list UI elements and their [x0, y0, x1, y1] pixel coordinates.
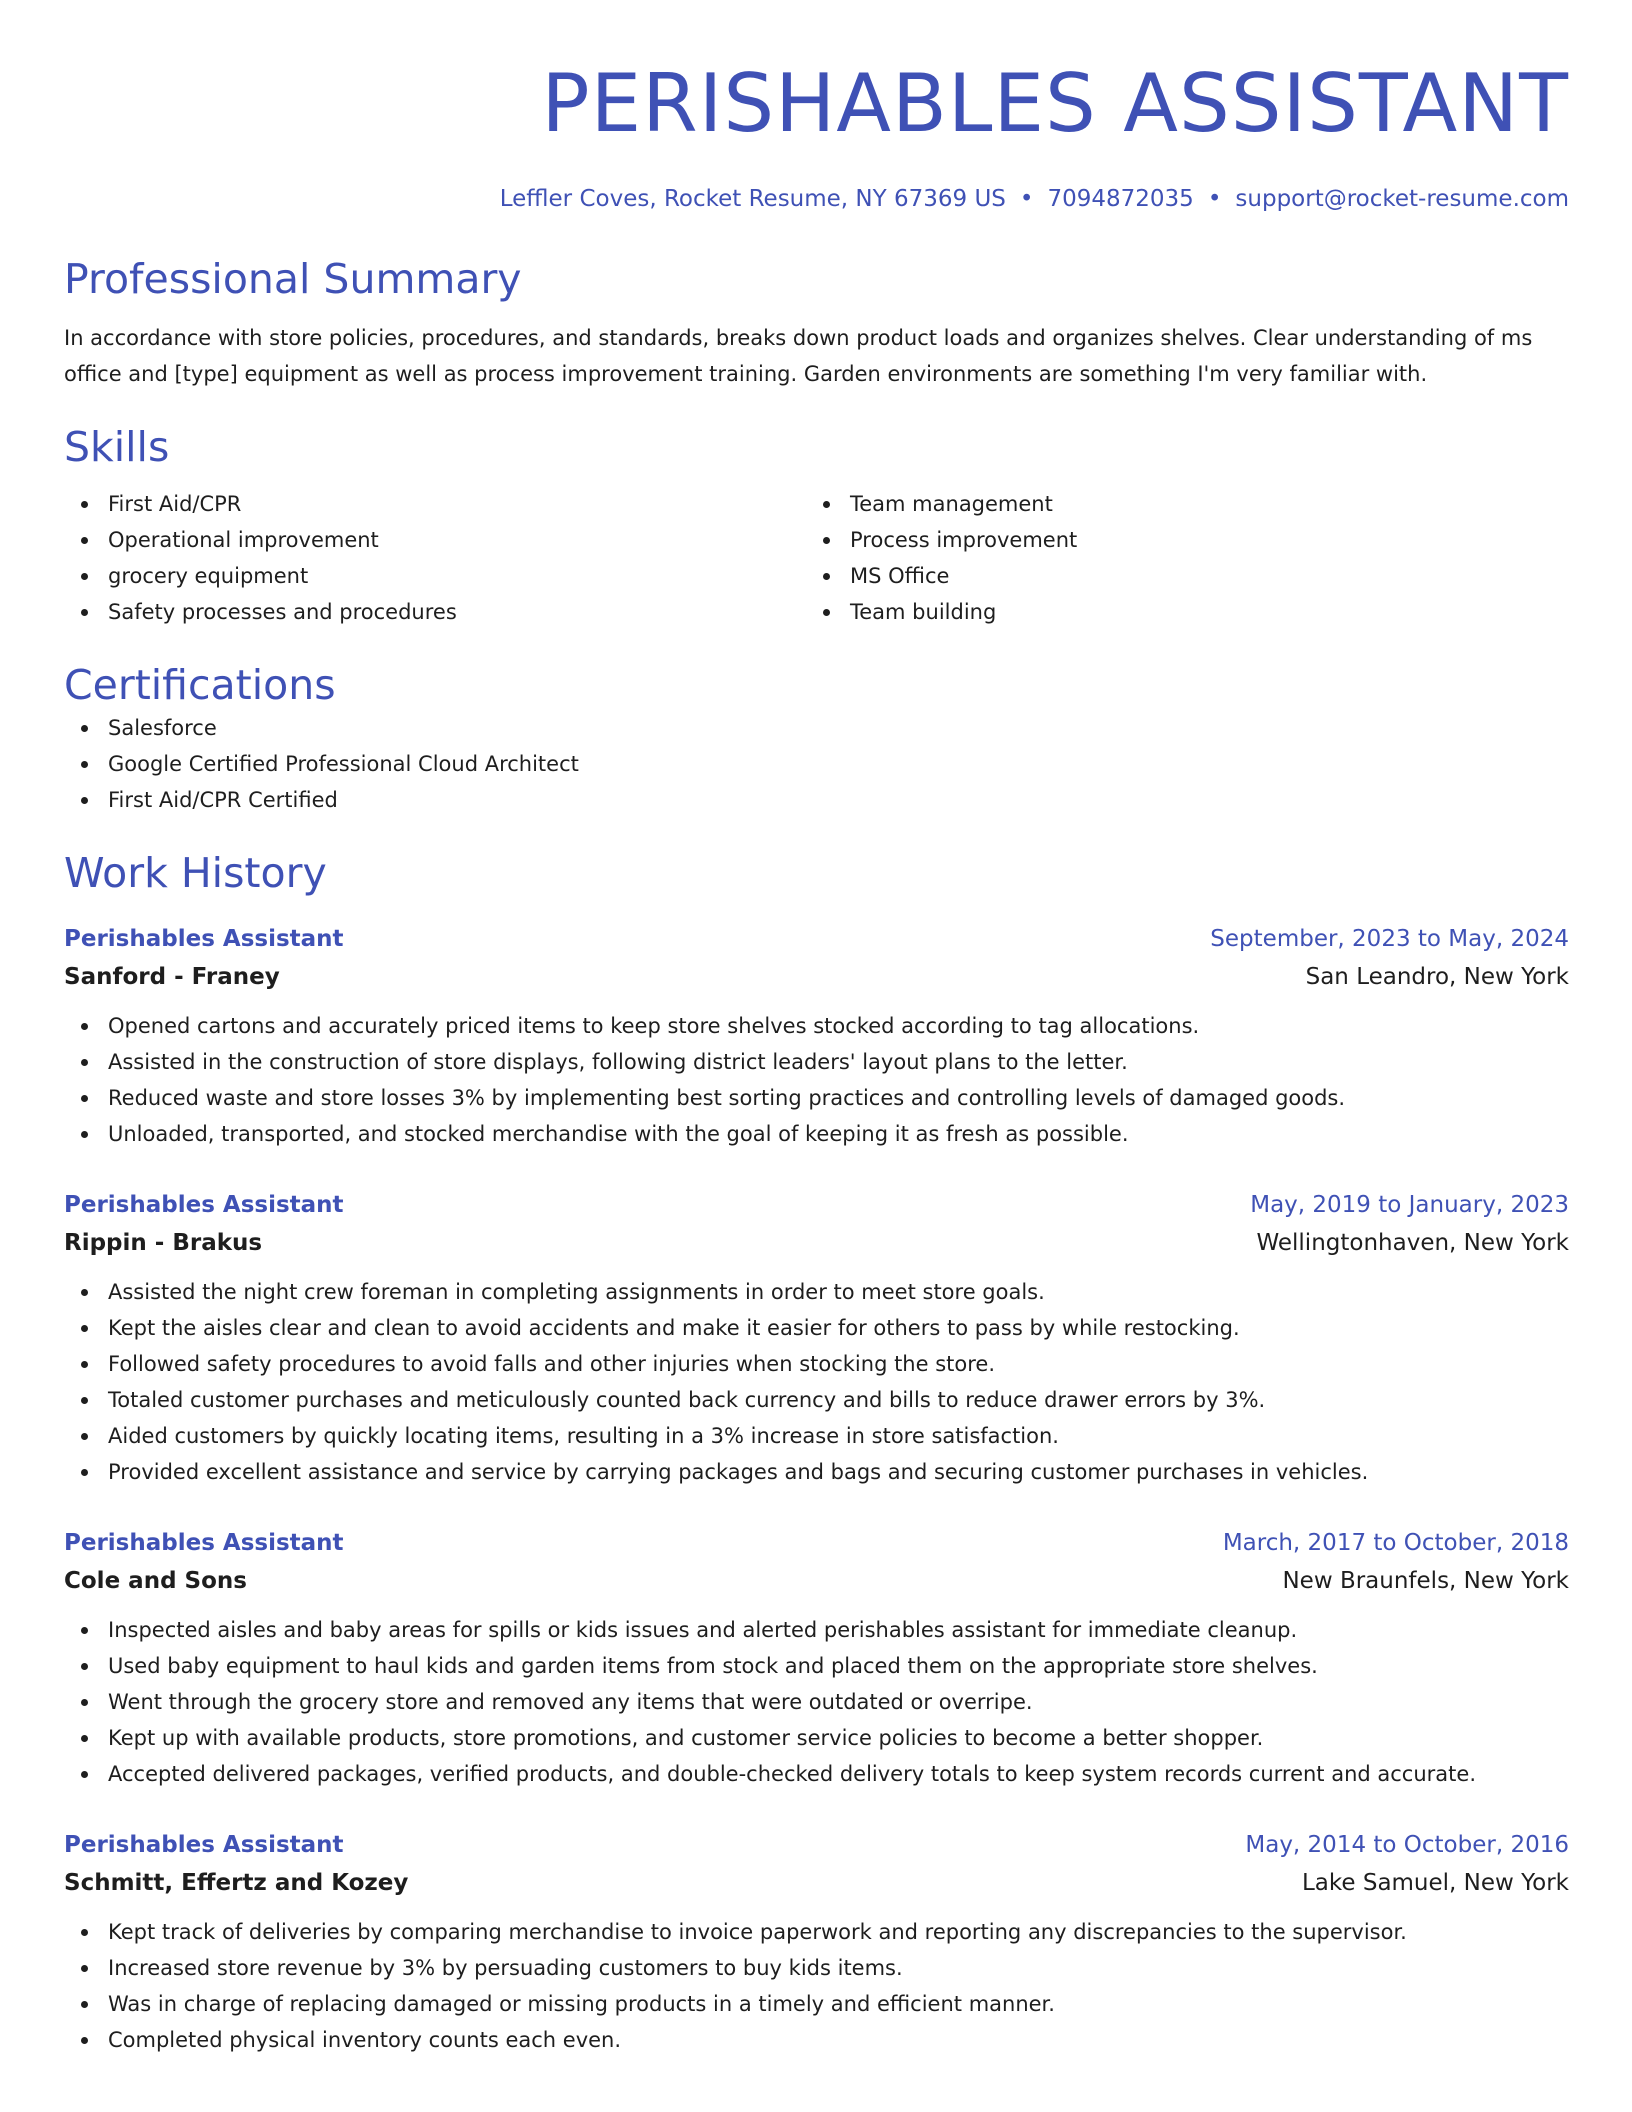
- job-location: Lake Samuel, New York: [1301, 1870, 1569, 1896]
- job-bullet: Accepted delivered packages, verified products, and double-checked delivery totals to keep system records current and accurate.: [64, 1756, 1569, 1792]
- job-entry: [64, 920, 1569, 1152]
- job-company-row: [64, 1864, 1569, 1902]
- job-bullet: Reduced waste and store losses 3% by implementing best sorting practices and controlling levels of damaged goods.: [64, 1080, 1569, 1116]
- skills-right-list: [806, 486, 1548, 630]
- job-title: Perishables Assistant: [64, 1192, 344, 1218]
- skill-item: Process improvement: [806, 522, 1548, 558]
- contact-line: [64, 184, 1569, 214]
- skill-item: Team building: [806, 594, 1548, 630]
- job-location: Wellingtonhaven, New York: [1256, 1230, 1569, 1256]
- certification-item: First Aid/CPR Certified: [64, 782, 1569, 818]
- skill-item: First Aid/CPR: [64, 486, 806, 522]
- job-bullet: Inspected aisles and baby areas for spills or kids issues and alerted perishables assistant for immediate cleanup.: [64, 1612, 1569, 1648]
- job-dates: September, 2023 to May, 2024: [1210, 926, 1569, 952]
- job-company-row: [64, 1562, 1569, 1600]
- certification-item: Salesforce: [64, 710, 1569, 746]
- skill-item: Operational improvement: [64, 522, 806, 558]
- job-bullet: Opened cartons and accurately priced items to keep store shelves stocked according to tag allocations.: [64, 1008, 1569, 1044]
- contact-address: Leffler Coves, Rocket Resume, NY 67369 US: [499, 186, 1006, 212]
- work-history-heading: Work History: [64, 849, 327, 897]
- contact-phone: 7094872035: [1047, 186, 1194, 212]
- skill-item: MS Office: [806, 558, 1548, 594]
- job-bullets: [64, 1612, 1569, 1792]
- certification-item: Google Certified Professional Cloud Architect: [64, 746, 1569, 782]
- job-location: San Leandro, New York: [1305, 964, 1569, 990]
- job-company: Sanford - Franey: [64, 964, 280, 990]
- job-entry: [64, 1826, 1569, 2058]
- skill-item: Safety processes and procedures: [64, 594, 806, 630]
- job-dates: March, 2017 to October, 2018: [1222, 1530, 1569, 1556]
- job-bullets: [64, 1008, 1569, 1152]
- summary-heading: Professional Summary: [64, 255, 522, 303]
- certifications-list: [64, 710, 1569, 818]
- job-title-row: [64, 1186, 1569, 1224]
- job-bullet: Was in charge of replacing damaged or missing products in a timely and efficient manner.: [64, 1986, 1569, 2022]
- job-bullet: Completed physical inventory counts each even.: [64, 2022, 1569, 2058]
- job-entry: [64, 1186, 1569, 1490]
- job-company: Schmitt, Effertz and Kozey: [64, 1870, 409, 1896]
- job-dates: May, 2019 to January, 2023: [1250, 1192, 1569, 1218]
- job-bullet: Assisted in the construction of store displays, following district leaders' layout plans to the letter.: [64, 1044, 1569, 1080]
- job-dates: May, 2014 to October, 2016: [1245, 1832, 1569, 1858]
- job-bullet: Followed safety procedures to avoid falls and other injuries when stocking the store.: [64, 1346, 1569, 1382]
- job-bullet: Kept the aisles clear and clean to avoid accidents and make it easier for others to pass by while restocking.: [64, 1310, 1569, 1346]
- skills-left-list: [64, 486, 806, 630]
- job-title-row: [64, 1524, 1569, 1562]
- job-title-row: [64, 920, 1569, 958]
- job-title: Perishables Assistant: [64, 926, 344, 952]
- job-bullet: Used baby equipment to haul kids and garden items from stock and placed them on the appropriate store shelves.: [64, 1648, 1569, 1684]
- job-title: Perishables Assistant: [64, 1832, 344, 1858]
- skill-item: grocery equipment: [64, 558, 806, 594]
- contact-separator: •: [1019, 186, 1034, 212]
- job-company: Cole and Sons: [64, 1568, 247, 1594]
- job-bullets: [64, 1914, 1569, 2058]
- job-entry: [64, 1524, 1569, 1792]
- job-bullet: Provided excellent assistance and service by carrying packages and bags and securing customer purchases in vehicles.: [64, 1454, 1569, 1490]
- job-bullet: Assisted the night crew foreman in completing assignments in order to meet store goals.: [64, 1274, 1569, 1310]
- job-company: Rippin - Brakus: [64, 1230, 263, 1256]
- skill-item: Team management: [806, 486, 1548, 522]
- job-bullets: [64, 1274, 1569, 1490]
- skills-heading: Skills: [64, 423, 170, 471]
- job-company-row: [64, 1224, 1569, 1262]
- job-bullet: Unloaded, transported, and stocked merchandise with the goal of keeping it as fresh as possible.: [64, 1116, 1569, 1152]
- job-bullet: Went through the grocery store and removed any items that were outdated or overripe.: [64, 1684, 1569, 1720]
- job-bullet: Aided customers by quickly locating items, resulting in a 3% increase in store satisfaction.: [64, 1418, 1569, 1454]
- job-bullet: Totaled customer purchases and meticulously counted back currency and bills to reduce drawer errors by 3%.: [64, 1382, 1569, 1418]
- job-location: New Braunfels, New York: [1282, 1568, 1569, 1594]
- contact-email: support@rocket-resume.com: [1235, 186, 1569, 212]
- job-bullet: Kept up with available products, store promotions, and customer service policies to become a better shopper.: [64, 1720, 1569, 1756]
- job-title: Perishables Assistant: [64, 1530, 344, 1556]
- skills-columns: [64, 486, 1569, 630]
- job-bullet: Kept track of deliveries by comparing merchandise to invoice paperwork and reporting any discrepancies to the supervisor.: [64, 1914, 1569, 1950]
- resume-name: PERISHABLES ASSISTANT: [541, 57, 1569, 150]
- summary-text: In accordance with store policies, procedures, and standards, breaks down product loads and organizes shelves. Clear understanding of ms office and [type] equipment as well as process improvement training. Garden environments are something I'm very familiar with.: [64, 326, 1533, 386]
- certifications-heading: Certifications: [64, 661, 336, 709]
- job-company-row: [64, 958, 1569, 996]
- contact-separator: •: [1207, 186, 1222, 212]
- job-bullet: Increased store revenue by 3% by persuading customers to buy kids items.: [64, 1950, 1569, 1986]
- job-title-row: [64, 1826, 1569, 1864]
